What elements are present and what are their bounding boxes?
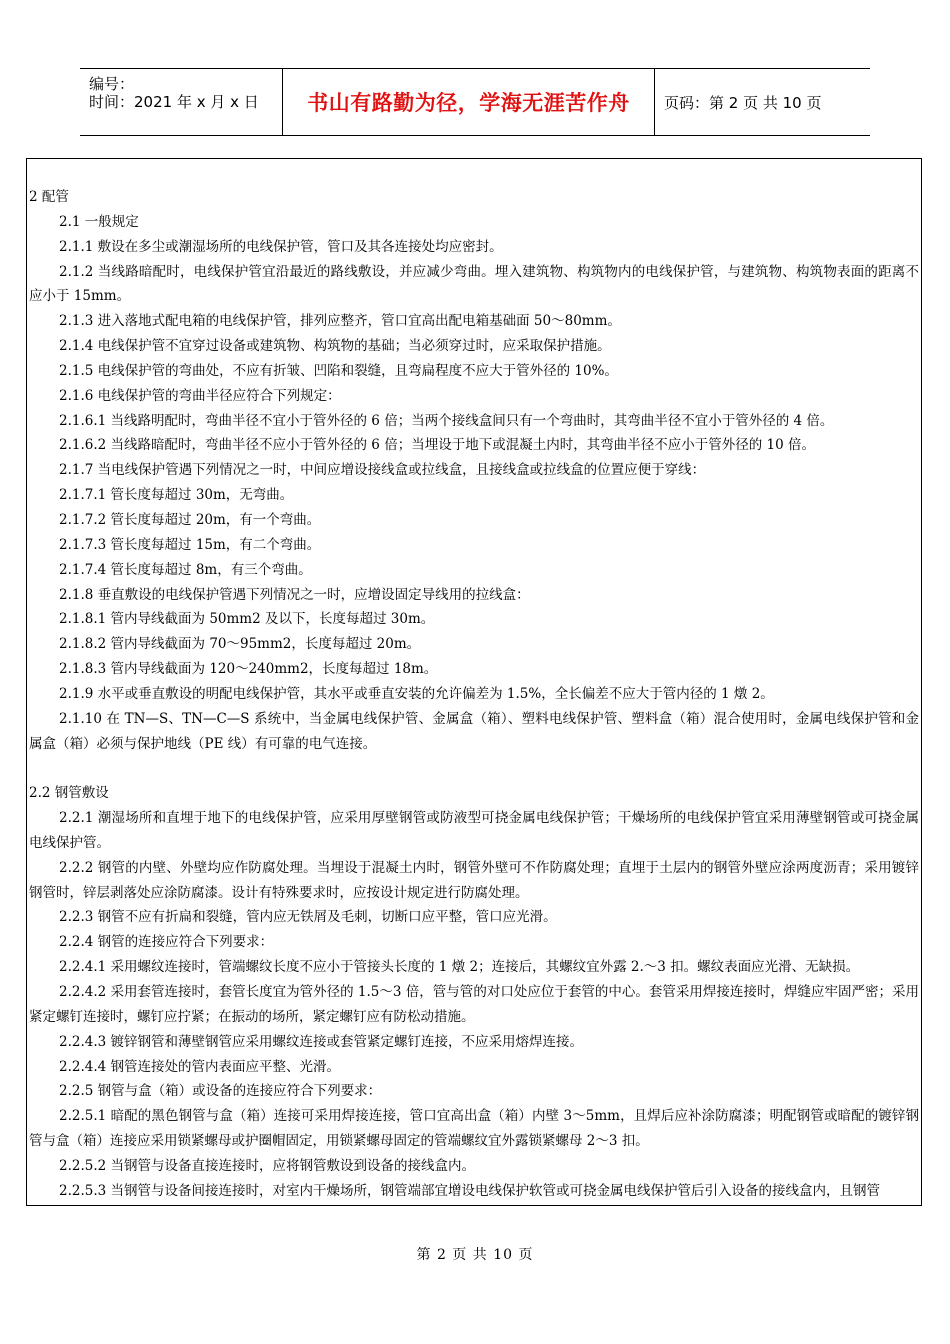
paragraph: 2.1.3 进入落地式配电箱的电线保护管，排列应整齐，管口宜高出配电箱基础面 50～80mm。: [59, 313, 621, 330]
paragraph: 2.2.1 潮湿场所和直埋于地下的电线保护管，应采用厚壁钢管或防液型可挠金属电线保护管；干燥场所的电线保护管宜采用薄壁钢管或可挠金属电线保护管。: [29, 810, 919, 851]
paragraph: 2.1.8.1 管内导线截面为 50mm2 及以下，长度每超过 30m。: [59, 611, 435, 628]
paragraph: 2.1.10 在 TN—S、TN—C—S 系统中，当金属电线保护管、金属盒（箱）、塑料电线保护管、塑料盒（箱）混合使用时，金属电线保护管和金属盒（箱）必须与保护地线（PE 线）有可靠的电气连接。: [29, 710, 919, 752]
paragraph: 2.1.5 电线保护管的弯曲处，不应有折皱、凹陷和裂缝，且弯扁程度不应大于管外径的 10%。: [59, 362, 618, 379]
paragraph: 2.1.7.1 管长度每超过 30m，无弯曲。: [59, 487, 294, 504]
paragraph: 2.1.2 当线路暗配时，电线保护管宜沿最近的路线敷设，并应减少弯曲。埋入建筑物、构筑物内的电线保护管，与建筑物、构筑物表面的距离不应小于 15mm。: [29, 263, 919, 305]
number-label: 编号：: [89, 75, 135, 93]
page-footer: 第 2 页 共 10 页: [416, 1247, 534, 1263]
paragraph: 2.2.5.2 当钢管与设备直接连接时，应将钢管敷设到设备的接线盒内。: [59, 1157, 476, 1174]
paragraph: 2.2.4.1 采用螺纹连接时，管端螺纹长度不应小于管接头长度的 1 燉 2；连接后，其螺纹宜外露 2.～3 扣。螺纹表面应光滑、无缺损。: [59, 959, 860, 976]
subsection-heading: 2.1 一般规定: [59, 213, 139, 230]
paragraph: 2.1.7 当电线保护管遇下列情况之一时，中间应增设接线盒或拉线盒，且接线盒或拉线盒的位置应便于穿线：: [59, 462, 706, 479]
paragraph: 2.2.4.3 镀锌钢管和薄壁钢管应采用螺纹连接或套管紧定螺钉连接，不应采用熔焊连接。: [59, 1033, 584, 1050]
header-meta-cell: [80, 69, 283, 135]
page-header: [80, 68, 870, 136]
paragraph: 2.2.5.3 当钢管与设备间接连接时，对室内干燥场所，钢管端部宜增设电线保护软管或可挠金属电线保护管后引入设备的接线盒内，且钢管: [59, 1182, 881, 1199]
subsection-heading: 2.2 钢管敷设: [29, 785, 109, 802]
time-label: 时间：2021 年 x 月 x 日: [89, 93, 259, 111]
content-frame: [26, 158, 922, 1206]
header-slogan: 书山有路勤为径，学海无涯苦作舟: [283, 69, 655, 135]
paragraph: 2.2.2 钢管的内壁、外壁均应作防腐处理。当埋设于混凝土内时，钢管外壁可不作防腐处理；直埋于土层内的钢管外壁应涂两度沥青；采用镀锌钢管时，锌层剥落处应涂防腐漆。设计有特殊要求时，应按设计规定进行防腐处理。: [29, 859, 919, 901]
paragraph: 2.2.5.1 暗配的黑色钢管与盒（箱）连接可采用焊接连接，管口宜高出盒（箱）内壁 3～5mm，且焊后应补涂防腐漆；明配钢管或暗配的镀锌钢管与盒（箱）连接应采用锁紧螺母或护圈帽固定，用锁紧螺母固定的管端螺纹宜外露锁紧螺母 2～3 扣。: [29, 1108, 919, 1150]
paragraph: 2.1.6 电线保护管的弯曲半径应符合下列规定：: [59, 387, 341, 404]
paragraph: 2.1.1 敷设在多尘或潮湿场所的电线保护管，管口及其各连接处均应密封。: [59, 238, 503, 255]
paragraph: 2.1.7.2 管长度每超过 20m，有一个弯曲。: [59, 511, 321, 528]
paragraph: 2.1.4 电线保护管不宜穿过设备或建筑物、构筑物的基础；当必须穿过时，应采取保护措施。: [59, 338, 611, 355]
paragraph: 2.1.9 水平或垂直敷设的明配电线保护管，其水平或垂直安装的允许偏差为 1.5%，全长偏差不应大于管内径的 1 燉 2。: [59, 685, 774, 702]
paragraph: 2.2.5 钢管与盒（箱）或设备的连接应符合下列要求：: [59, 1083, 382, 1100]
paragraph: 2.1.7.4 管长度每超过 8m，有三个弯曲。: [59, 561, 312, 578]
paragraph: 2.1.8 垂直敷设的电线保护管遇下列情况之一时，应增设固定导线用的拉线盒：: [59, 586, 530, 603]
paragraph: 2.1.6.2 当线路暗配时，弯曲半径不应小于管外径的 6 倍；当埋设于地下或混凝土内时，其弯曲半径不应小于管外径的 10 倍。: [59, 437, 815, 454]
paragraph: 2.1.8.2 管内导线截面为 70～95mm2，长度每超过 20m。: [59, 636, 421, 653]
paragraph: 2.1.7.3 管长度每超过 15m，有二个弯曲。: [59, 536, 321, 553]
paragraph: 2.2.4 钢管的连接应符合下列要求：: [59, 934, 274, 951]
header-page-info: 页码：第 2 页 共 10 页: [664, 93, 822, 112]
paragraph: 2.1.6.1 当线路明配时，弯曲半径不宜小于管外径的 6 倍；当两个接线盒间只有一个弯曲时，其弯曲半径不宜小于管外径的 4 倍。: [59, 412, 834, 429]
paragraph: 2.2.4.2 采用套管连接时，套管长度宜为管外径的 1.5～3 倍，管与管的对口处应位于套管的中心。套管采用焊接连接时，焊缝应牢固严密；采用紧定螺钉连接时，螺钉应拧紧；在振动的场所，紧定螺钉应有防松动措施。: [29, 984, 919, 1025]
section-heading: 2 配管: [29, 189, 69, 205]
paragraph: 2.2.3 钢管不应有折扁和裂缝，管内应无铁屑及毛刺，切断口应平整，管口应光滑。: [59, 909, 557, 926]
document-body: [29, 185, 919, 1204]
paragraph: 2.2.4.4 钢管连接处的管内表面应平整、光滑。: [59, 1058, 341, 1075]
paragraph: 2.1.8.3 管内导线截面为 120～240mm2，长度每超过 18m。: [59, 661, 438, 678]
